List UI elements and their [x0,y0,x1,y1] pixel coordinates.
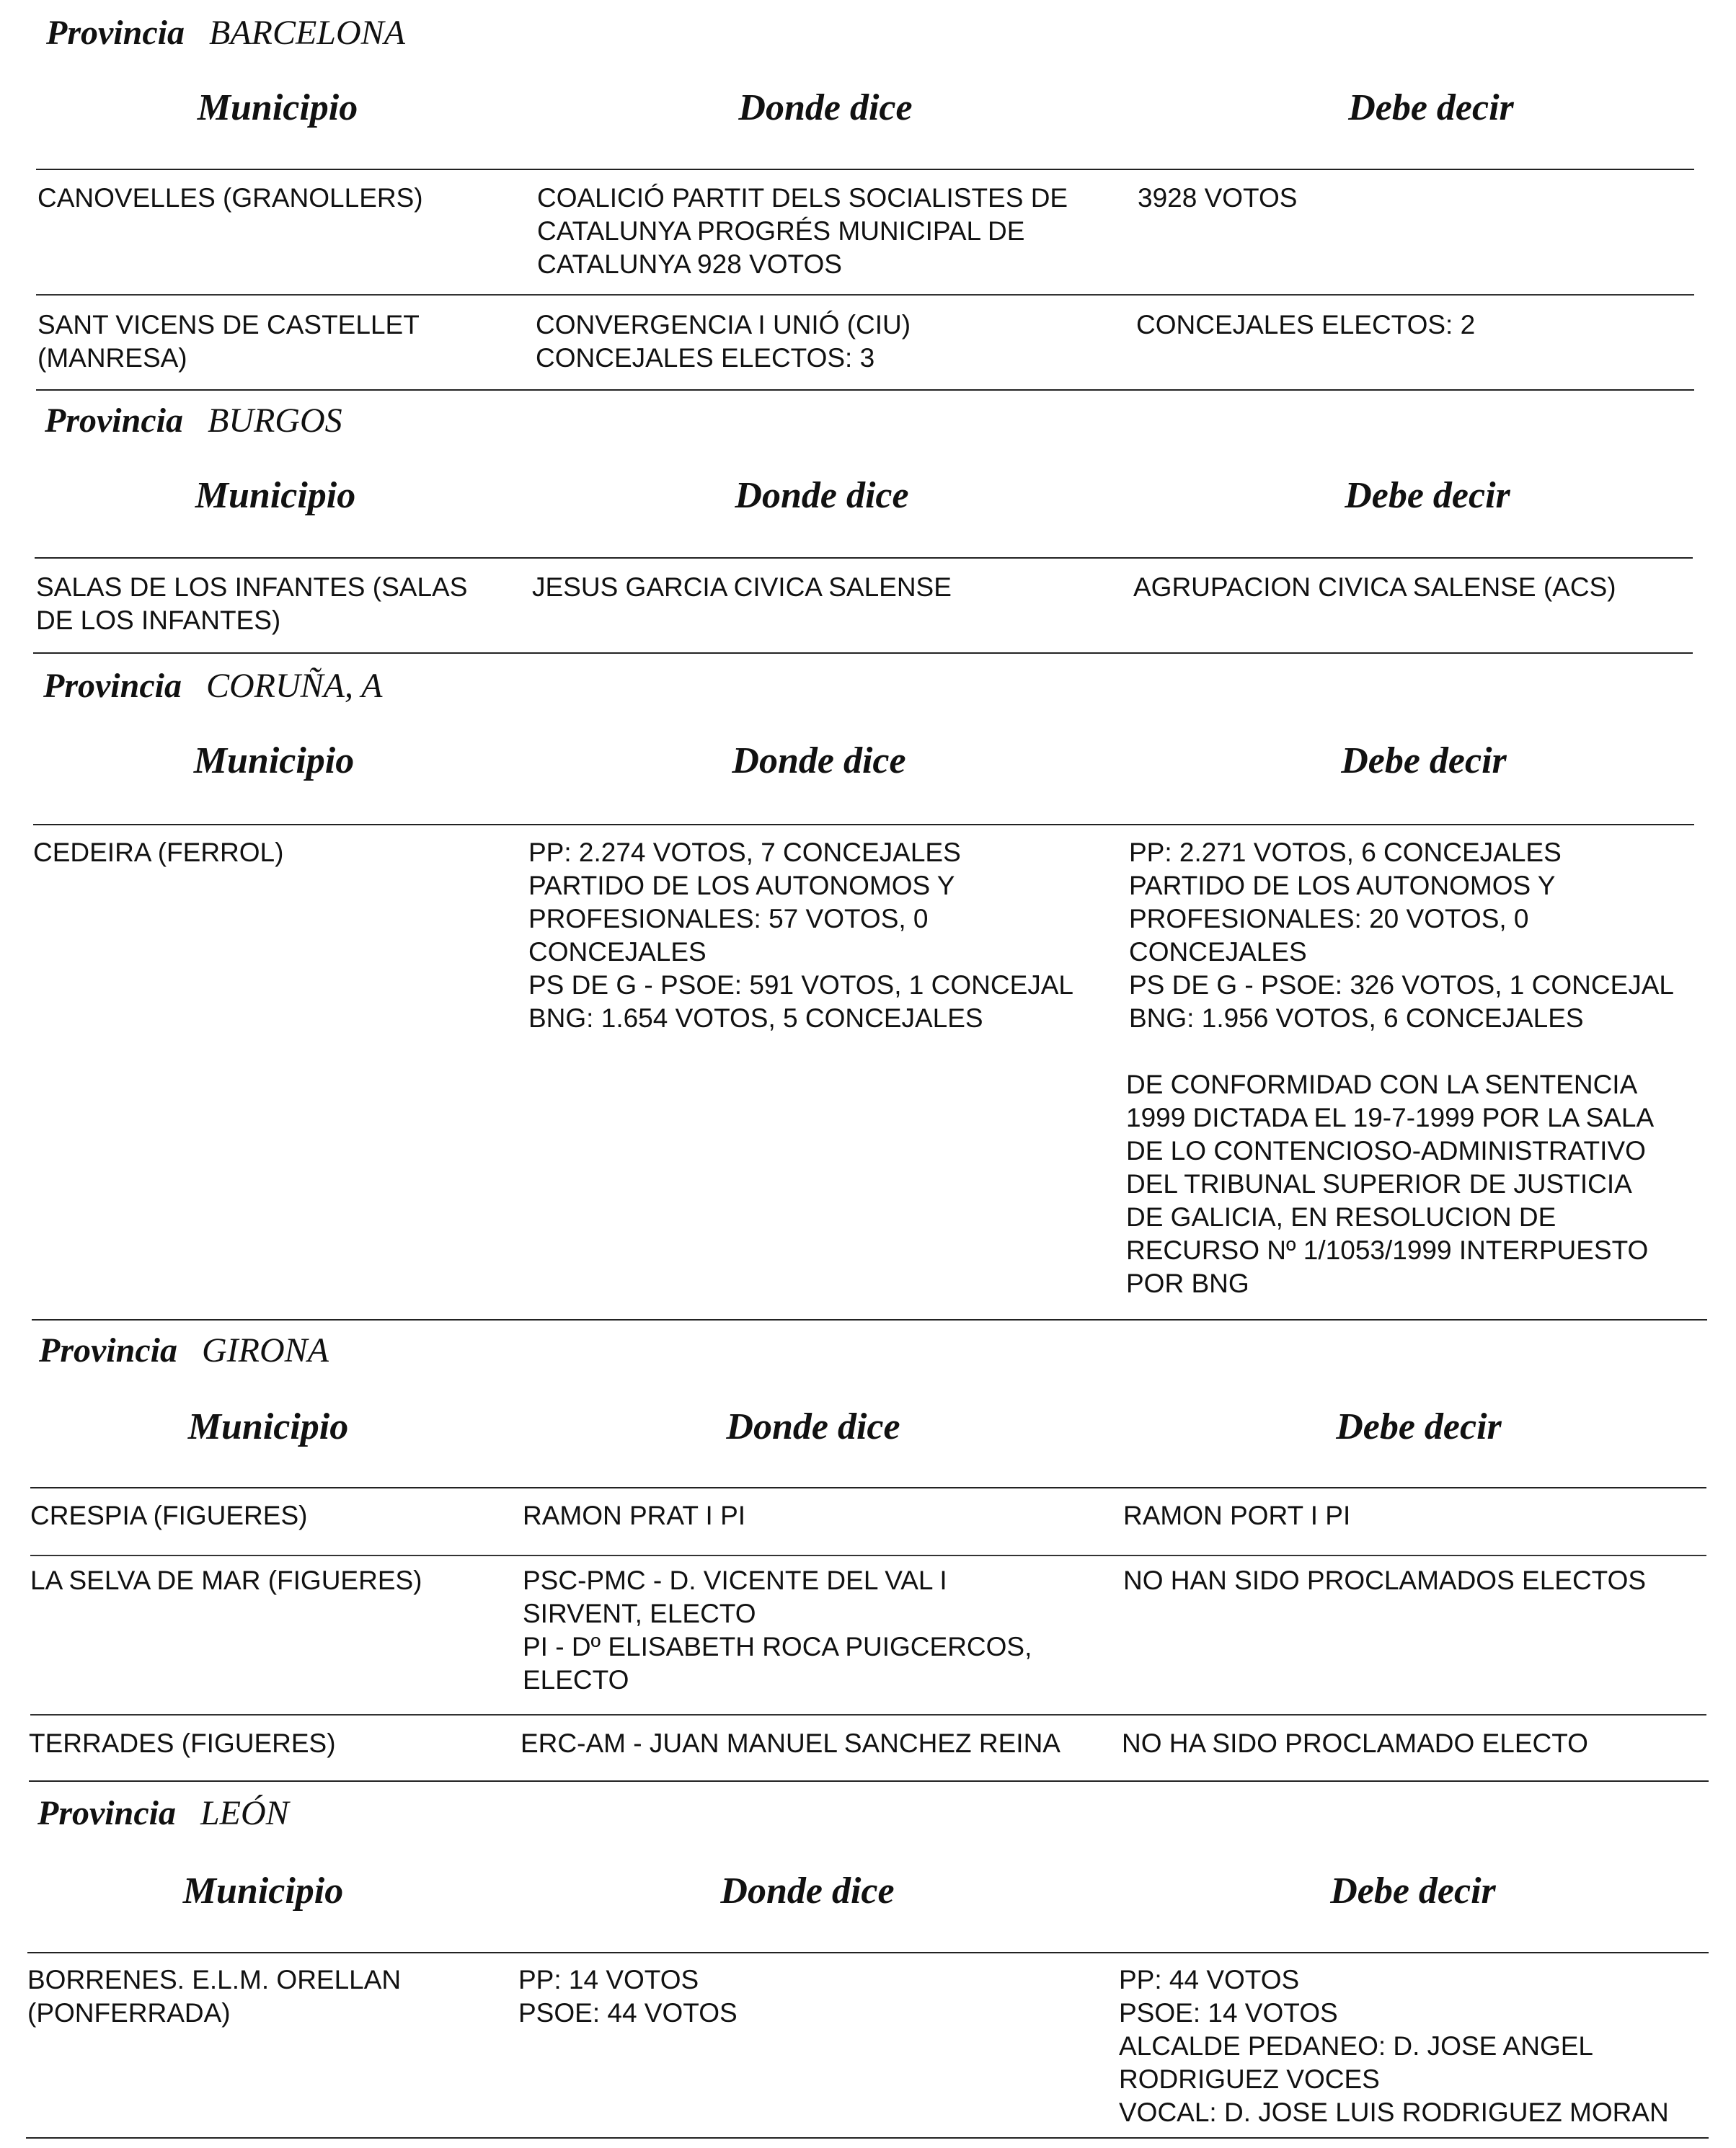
provincia-name: BARCELONA [208,14,405,52]
cell-debe-decir: RAMON PORT I PI [1123,1501,1351,1530]
column-header-donde-dice: Donde dice [735,475,909,516]
provincia-heading [43,666,382,706]
cell-debe-decir: NO HA SIDO PROCLAMADO ELECTO [1122,1728,1588,1758]
cell-donde-dice: PP: 2.274 VOTOS, 7 CONCEJALES PARTIDO DE LOS AUTONOMOS Y PROFESIONALES: 57 VOTOS, 0 CONCEJALES PS DE G - PSOE: 591 VOTOS, 1 CONCEJAL BNG: 1.654 VOTOS, 5 CONCEJALES [528,838,1074,1033]
provincia-heading [39,1331,329,1370]
cell-municipio: SANT VICENS DE CASTELLET (MANRESA) [37,310,420,373]
provincia-name: BURGOS [207,401,342,440]
header-rule [33,824,1694,825]
cell-municipio: CRESPIA (FIGUERES) [30,1501,308,1530]
provincia-label: Provincia [43,667,182,705]
column-header-debe-decir: Debe decir [1330,1870,1496,1912]
column-header-donde-dice: Donde dice [732,740,906,781]
cell-donde-dice: ERC-AM - JUAN MANUEL SANCHEZ REINA [521,1728,1060,1758]
provincia-name: GIRONA [201,1331,329,1370]
provincia-label: Provincia [46,14,185,52]
cell-donde-dice: COALICIÓ PARTIT DELS SOCIALISTES DE CATALUNYA PROGRÉS MUNICIPAL DE CATALUNYA 928 VOTOS [537,183,1068,279]
cell-debe-decir: PP: 2.271 VOTOS, 6 CONCEJALES PARTIDO DE LOS AUTONOMOS Y PROFESIONALES: 20 VOTOS, 0 CONCEJALES PS DE G - PSOE: 326 VOTOS, 1 CONCEJAL BNG: 1.956 VOTOS, 6 CONCEJALES [1129,838,1675,1033]
header-rule [30,1487,1706,1488]
provincia-label: Provincia [45,401,183,440]
row-divider [30,1714,1706,1716]
section-divider [32,1319,1707,1321]
cell-donde-dice: PSC-PMC - D. VICENTE DEL VAL I SIRVENT, ELECTO PI - Dº ELISABETH ROCA PUIGCERCOS, ELECTO [523,1566,1032,1695]
provincia-name: CORUÑA, A [205,667,383,705]
cell-donde-dice: JESUS GARCIA CIVICA SALENSE [532,572,952,602]
provincia-heading [46,13,405,53]
header-rule [27,1952,1709,1953]
cell-debe-decir: PP: 44 VOTOS PSOE: 14 VOTOS ALCALDE PEDANEO: D. JOSE ANGEL RODRIGUEZ VOCES VOCAL: D. JOSE LUIS RODRIGUEZ MORAN [1119,1965,1669,2127]
provincia-label: Provincia [37,1794,176,1832]
cell-debe-decir: CONCEJALES ELECTOS: 2 [1136,310,1476,339]
column-header-donde-dice: Donde dice [720,1870,895,1912]
header-rule [36,169,1694,170]
column-header-donde-dice: Donde dice [726,1406,900,1447]
cell-donde-dice: PP: 14 VOTOS PSOE: 44 VOTOS [518,1965,738,2028]
section-divider [33,652,1693,654]
cell-donde-dice: CONVERGENCIA I UNIÓ (CIU) CONCEJALES ELECTOS: 3 [536,310,911,373]
cell-municipio: BORRENES. E.L.M. ORELLAN (PONFERRADA) [27,1965,402,2028]
column-header-municipio: Municipio [187,1406,349,1447]
column-header-municipio: Municipio [195,475,356,516]
column-header-municipio: Municipio [197,87,358,128]
cell-debe-decir: NO HAN SIDO PROCLAMADOS ELECTOS [1123,1566,1647,1595]
column-header-debe-decir: Debe decir [1336,1406,1502,1447]
section-divider [29,1780,1709,1782]
row-divider [36,294,1694,296]
section-divider [36,389,1694,391]
cell-debe-decir: 3928 VOTOS [1138,183,1298,213]
column-header-municipio: Municipio [193,740,355,781]
cell-debe-decir: AGRUPACION CIVICA SALENSE (ACS) [1133,572,1616,602]
cell-municipio: SALAS DE LOS INFANTES (SALAS DE LOS INFANTES) [36,572,468,635]
provincia-heading [45,401,342,440]
provincia-heading [37,1793,289,1833]
provincia-label: Provincia [39,1331,177,1370]
cell-nota-sentencia: DE CONFORMIDAD CON LA SENTENCIA 1999 DICTADA EL 19-7-1999 POR LA SALA DE LO CONTENCIOSO-ADMINISTRATIVO DEL TRIBUNAL SUPERIOR DE JUSTICIA DE GALICIA, EN RESOLUCION DE RECURSO Nº 1/1053/1999 INTERPUESTO POR BNG [1126,1070,1655,1298]
cell-municipio: TERRADES (FIGUERES) [29,1728,336,1758]
header-rule [35,557,1693,559]
cell-donde-dice: RAMON PRAT I PI [523,1501,746,1530]
column-header-debe-decir: Debe decir [1348,87,1514,128]
cell-municipio: LA SELVA DE MAR (FIGUERES) [30,1566,422,1595]
column-header-donde-dice: Donde dice [738,87,913,128]
column-header-municipio: Municipio [182,1870,344,1912]
column-header-debe-decir: Debe decir [1345,475,1510,516]
cell-municipio: CEDEIRA (FERROL) [33,838,284,867]
row-divider [30,1555,1706,1556]
section-divider [26,2137,1709,2139]
column-header-debe-decir: Debe decir [1341,740,1507,781]
cell-municipio: CANOVELLES (GRANOLLERS) [37,183,423,213]
provincia-name: LEÓN [200,1794,289,1832]
